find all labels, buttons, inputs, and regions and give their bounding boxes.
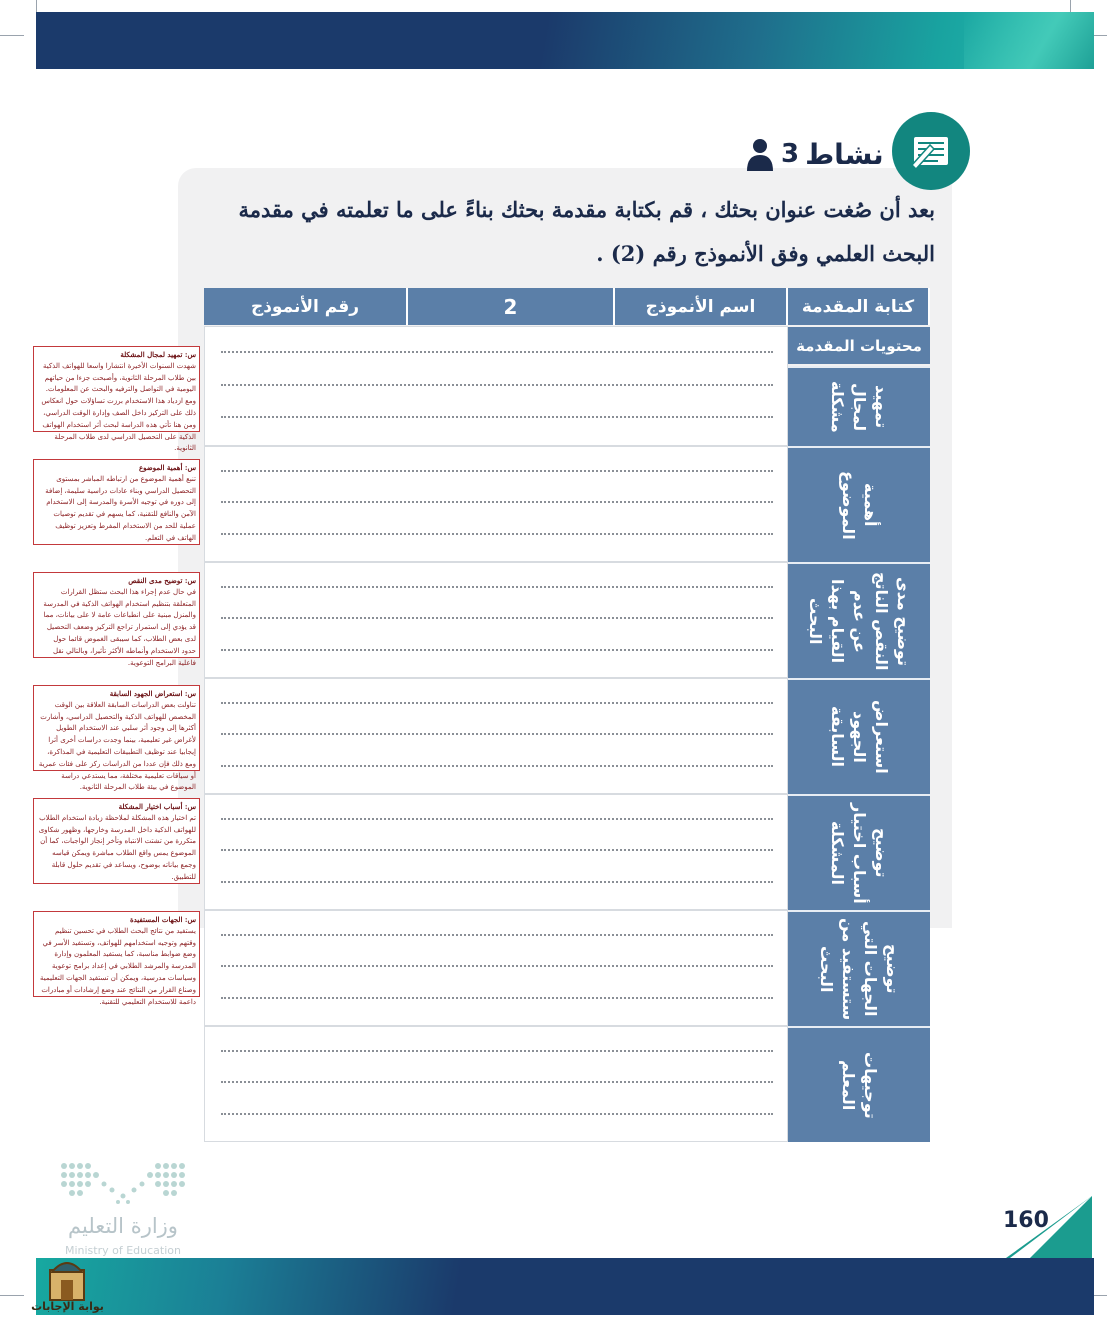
activity-instruction: بعد أن صُغت عنوان بحثك ، قم بكتابة مقدمة بحثك بناءً على ما تعلمته في مقدمة البحث العلمي وفق الأنموذج رقم (2) .: [238, 197, 935, 266]
footer-band: [36, 1258, 1094, 1315]
answer-note: س: تمهيد لمجال المشكلة شهدت السنوات الأخيرة انتشارا واسعا للهواتف الذكية بين طلاب المرحلة الثانوية، وأصبحت جزءا من حياتهم اليومية في التواصل والترفيه والبحث عن المعلومات. ومع ازدياد هذا الاستخدام برزت تساؤلات حول انعكاس ذلك على التركيز داخل الصف وإدارة الوقت الدراسي، ومن هنا تأتي هذه الدراسة لبحث أثر استخدام الهواتف الذكية على التحصيل الدراسي لدى طلاب المرحلة الثانوية.: [33, 346, 200, 432]
watermark-text: بوابة الإجابات: [31, 1300, 104, 1313]
answer-area[interactable]: [204, 446, 788, 562]
row-label: توجيهات المعلم: [788, 1026, 930, 1142]
answer-area[interactable]: [204, 910, 788, 1026]
watermark-logo: [30, 1256, 105, 1318]
header-band: [36, 12, 1094, 69]
crop-mark: [0, 35, 24, 36]
pen-notebook-icon: [892, 112, 970, 190]
header-model-number: رقم الأنموذج: [204, 288, 408, 325]
crop-mark: [0, 1295, 24, 1296]
ministry-name-ar: وزارة التعليم: [68, 1214, 178, 1238]
answer-area[interactable]: [204, 1026, 788, 1142]
answer-area[interactable]: [204, 678, 788, 794]
row-label: توضيح أسباب اختيار المشكلة: [788, 794, 930, 910]
answer-note: س: أسباب اختيار المشكلة تم اختيار هذه المشكلة لملاحظة زيادة استخدام الطلاب للهواتف الذكية داخل المدرسة وخارجها، وظهور شكاوى متكررة من تشتت الانتباه وتأخر إنجاز الواجبات، كما أن الموضوع يمس واقع الطلاب مباشرة ويمكن قياسه وجمع بياناته بوضوح، ويساعد في تقديم حلول قابلة للتطبيق.: [33, 798, 200, 884]
ministry-emblem-icon: [58, 1160, 188, 1210]
person-icon: [745, 137, 775, 171]
activity-word: نشاط: [805, 137, 884, 171]
row-label: استعراض الجهود السابقة: [788, 678, 930, 794]
answer-area[interactable]: [204, 794, 788, 910]
ministry-logo: [58, 1160, 193, 1260]
activity-title: [745, 136, 884, 172]
answer-note: س: أهمية الموضوع تنبع أهمية الموضوع من ارتباطه المباشر بمستوى التحصيل الدراسي وبناء عادات دراسية سليمة، إضافة إلى دوره في توجيه الأسرة والمدرسة إلى الاستخدام الآمن والنافع للتقنية، كما يسهم في تقديم توصيات عملية للحد من الاستخدام المفرط وتعزيز توظيف الهاتف في التعلم.: [33, 459, 200, 545]
answer-area[interactable]: [204, 562, 788, 678]
answer-note: س: الجهات المستفيدة يستفيد من نتائج البحث الطلاب في تحسين تنظيم وقتهم وتوجيه استخدامهم للهواتف، وتستفيد الأسر في وضع ضوابط مناسبة، كما يستفيد المعلمون وإدارة المدرسة والمرشد الطلابي في إعداد برامج توعوية وسياسات مدرسية، ويمكن أن تستفيد الجهات التعليمية وصناع القرار من النتائج عند وضع إرشادات أو مبادرات داعمة للاستخدام التعليمي للتقنية.: [33, 911, 200, 997]
answer-note: س: توضيح مدى النقص في حال عدم إجراء هذا البحث ستظل القرارات المتعلقة بتنظيم استخدام الهواتف الذكية في المدرسة والمنزل مبنية على انطباعات عامة لا على بيانات، مما قد يؤدي إلى استمرار تراجع التركيز وضعف التحصيل لدى بعض الطلاب، كما سيبقى الغموض قائما حول حدود الاستخدام وأنماطه الأكثر تأثيرا، وبالتالي نقل فاعلية البرامج التوعوية.: [33, 572, 200, 658]
row-label: توضيح الجهات التي ستستفيد من البحث: [788, 910, 930, 1026]
row-label: تمهيد لمجال مشكلة: [788, 366, 930, 446]
header-model-name: اسم الأنموذج: [615, 288, 788, 325]
row-label: أهمية الموضوع: [788, 446, 930, 562]
ministry-name-en: Ministry of Education: [64, 1244, 181, 1257]
row-label: توضيح مدى النقص الناتج عن عدم القيام بهذا البحث: [788, 562, 930, 678]
page-number: 160: [1003, 1208, 1049, 1233]
header-model-number-value: 2: [408, 288, 615, 325]
answer-note: س: استعراض الجهود السابقة تناولت بعض الدراسات السابقة العلاقة بين الوقت المخصص للهواتف الذكية والتحصيل الدراسي، وأشارت أكثرها إلى وجود أثر سلبي عند الاستخدام الطويل لأغراض غير تعليمية، بينما وجدت دراسات أخرى أثرا إيجابيا عند توظيف التطبيقات التعليمية في المذاكرة، ومع ذلك فإن عددا من الدراسات ركز على فئات عمرية أو سياقات تعليمية مختلفة، مما يستدعي دراسة الموضوع في بيئة طلاب المرحلة الثانوية.: [33, 685, 200, 771]
mosque-icon: [30, 1256, 105, 1302]
activity-number: 3: [781, 139, 800, 169]
contents-label: محتويات المقدمة: [788, 327, 930, 364]
header-writing-intro: كتابة المقدمة: [788, 288, 930, 325]
answer-area[interactable]: [204, 326, 788, 446]
